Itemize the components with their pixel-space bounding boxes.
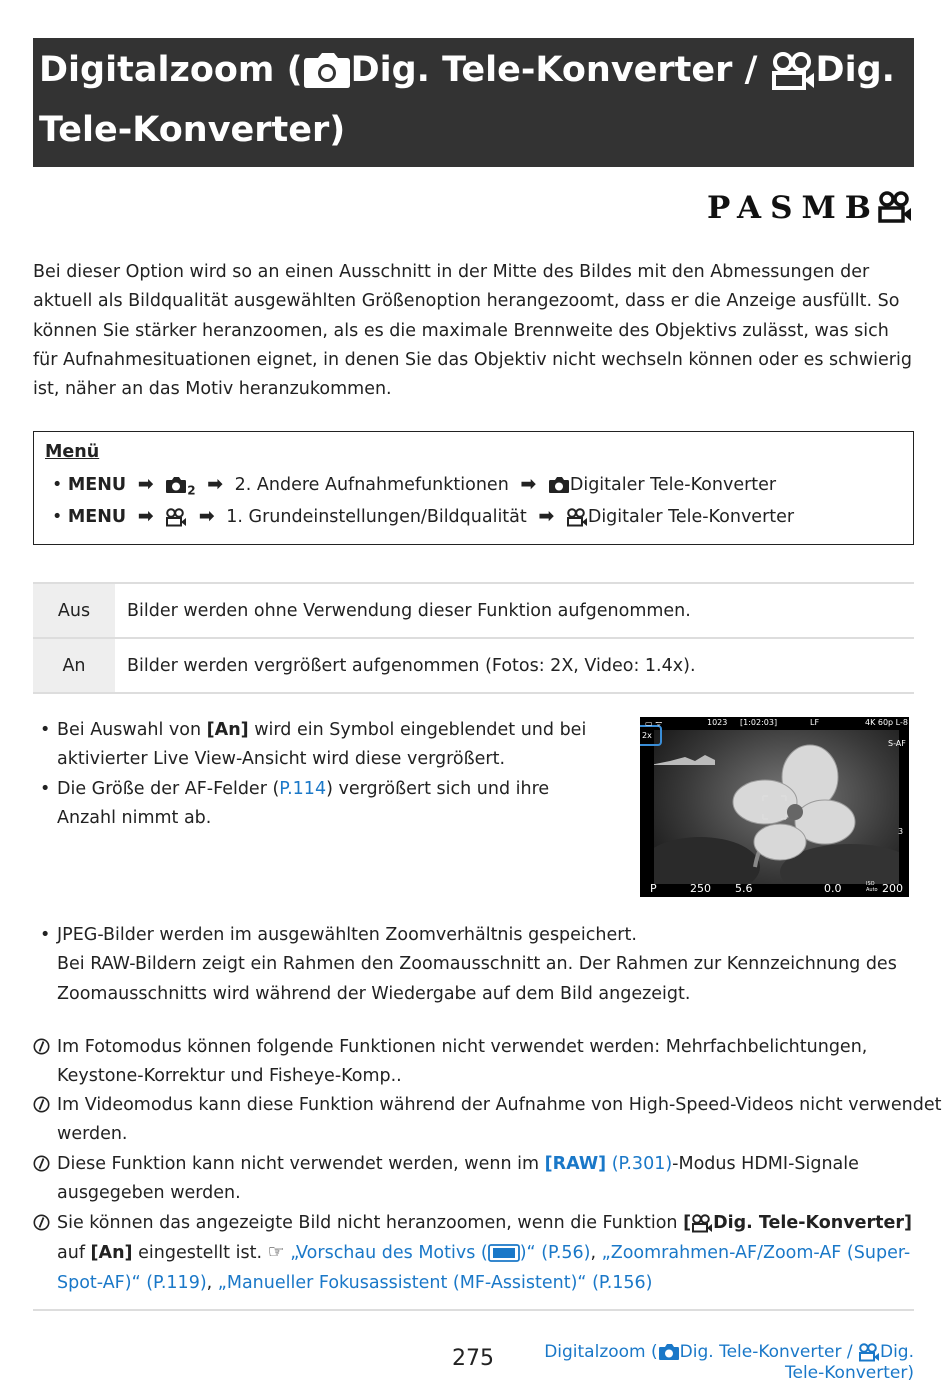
arrow-icon: ➡ xyxy=(538,505,555,527)
movie-camera-icon xyxy=(165,508,187,527)
flash-comp: 3 xyxy=(898,827,904,836)
title-text: Dig. xyxy=(815,50,895,90)
bullet-list xyxy=(33,716,613,833)
camera-screen-illustration xyxy=(640,717,909,897)
raw-link[interactable]: [RAW] xyxy=(544,1154,607,1174)
mode-letters: PASMB xyxy=(706,190,880,226)
note-item: Sie können das angezeigte Bild nicht heranzoomen, wenn die Funktion [ Dig. Tele-Konverter] auf [An] eingestellt ist. ☞ „Vorschau des Motivs ( )“ (P.56), „Zoomrahmen-AF/Zoom-AF (Super-Spot-AF)“ (P.119), „Manueller Fokusassistent (MF-Assistent)“ (P.156) xyxy=(33,1209,942,1298)
menu-step: 2. Andere Aufnahmefunktionen xyxy=(234,475,509,495)
iso-label: ISO Auto xyxy=(866,881,878,893)
caution-icon xyxy=(33,1155,50,1172)
note-item: Im Videomodus kann diese Funktion während der Aufnahme von High-Speed-Videos nicht verwendet werden. xyxy=(33,1091,942,1150)
aperture: 5.6 xyxy=(735,882,753,895)
note-item: Im Fotomodus können folgende Funktionen nicht verwendet werden: Mehrfachbelichtungen, Keystone-Korrektur und Fisheye-Komp.. xyxy=(33,1033,942,1092)
options-table xyxy=(33,582,914,694)
title-text: Digitalzoom ( xyxy=(39,50,303,90)
lcd-bottom-bar xyxy=(640,881,909,897)
page-link[interactable]: (P.301) xyxy=(611,1154,673,1174)
title-bar xyxy=(33,38,914,167)
shot-count: 1023 xyxy=(707,718,728,727)
arrow-icon: ➡ xyxy=(137,505,154,527)
menu-target: Digitaler Tele-Konverter xyxy=(569,475,777,495)
record-time: [1:02:03] xyxy=(740,718,778,727)
bullet-list xyxy=(33,921,913,1009)
iso-value: 200 xyxy=(882,882,903,895)
option-key: Aus xyxy=(33,583,115,638)
page-number: 275 xyxy=(452,1346,494,1371)
table-row xyxy=(33,583,914,638)
movie-camera-icon xyxy=(858,1343,880,1362)
title-text: Dig. Tele-Konverter / xyxy=(350,50,770,90)
menu-path-video: • MENU ➡ ➡ 1. Grundeinstellungen/Bildqualität ➡ Digitaler Tele-Konverter xyxy=(52,505,795,527)
intro-paragraph: Bei dieser Option wird so an einen Ausschnitt in der Mitte des Bildes mit den Abmessungen der aktuell als Bildqualität ausgewählten Größenoption herangezoomt, dass er die Anzeige ausfüllt. So können Sie stärker heranzoomen, als es die maximale Brennweite des Objektivs zulässt, was sich für Aufnahmesituationen eignet, in denen Sie das Objektiv nicht wechseln können oder es schwierig ist, näher an das Motiv heranzukommen. xyxy=(33,262,912,400)
preview-button-icon xyxy=(488,1244,520,1262)
zoom-indicator: 2x xyxy=(642,731,652,740)
caution-icon xyxy=(33,1038,50,1055)
reference-link[interactable]: „Vorschau des Motivs ( )“ (P.56) xyxy=(290,1243,591,1264)
table-row xyxy=(33,638,914,693)
footer-chapter-link[interactable]: Digitalzoom ( Dig. Tele-Konverter / Dig. Tele-Konverter) xyxy=(544,1342,914,1383)
reference-link[interactable]: „Manueller Fokusassistent (MF-Assistent)“ (P.156) xyxy=(217,1272,653,1293)
reference-hand-icon: ☞ xyxy=(267,1241,285,1264)
page-title xyxy=(39,50,895,90)
list-item: • Bei Auswahl von [An] wird ein Symbol eingeblendet und bei aktivierter Live View-Ansicht wird diese vergrößert. xyxy=(33,716,613,775)
movie-mode-icon xyxy=(876,191,912,223)
caution-icon xyxy=(33,1214,50,1231)
shutter-speed: 250 xyxy=(690,882,711,895)
menu-label: MENU xyxy=(67,475,127,495)
menu-step: 1. Grundeinstellungen/Bildqualität xyxy=(226,507,527,527)
movie-camera-icon xyxy=(691,1214,713,1233)
af-mode: S-AF xyxy=(888,739,906,748)
camera-icon xyxy=(165,477,187,494)
movie-camera-icon xyxy=(566,508,588,527)
movie-camera-icon xyxy=(770,52,816,90)
camera-icon xyxy=(548,477,570,494)
arrow-icon: ➡ xyxy=(198,505,215,527)
page-title-line2: Tele-Konverter) xyxy=(39,110,346,150)
quality: LF xyxy=(810,718,820,727)
menu-path-box xyxy=(33,431,914,545)
camera-icon xyxy=(303,53,351,89)
page-link[interactable]: P.114 xyxy=(279,778,327,799)
menu-label: MENU xyxy=(67,507,127,527)
arrow-icon: ➡ xyxy=(137,473,154,495)
shooting-modes xyxy=(707,190,912,226)
battery-icon: ▭ ᯤ xyxy=(645,719,663,728)
exposure-comp: 0.0 xyxy=(824,882,842,895)
list-item: • JPEG-Bilder werden im ausgewählten Zoomverhältnis gespeichert. Bei RAW-Bildern zeigt ein Rahmen den Zoomausschnitt an. Der Rahmen zur Kennzeichnung des Zoomausschnitts wird während der Wiedergabe auf dem Bild angezeigt. xyxy=(33,921,913,1009)
option-desc: Bilder werden ohne Verwendung dieser Funktion aufgenommen. xyxy=(115,583,914,638)
arrow-icon: ➡ xyxy=(207,473,224,495)
menu-path-photo: • MENU ➡ $_2$ ➡ 2. Andere Aufnahmefunktionen ➡ Digitaler Tele-Konverter xyxy=(52,473,777,498)
note-item: Diese Funktion kann nicht verwendet werden, wenn im [RAW] (P.301)-Modus HDMI-Signale ausgegeben werden. xyxy=(33,1150,942,1209)
footer-divider xyxy=(33,1309,914,1311)
lcd-top-bar xyxy=(640,718,909,730)
camera-icon xyxy=(658,1344,680,1361)
reference-link[interactable]: „Zoomrahmen-AF/Zoom-AF (Super-Spot-AF)“ (P.119) xyxy=(57,1243,911,1293)
option-key: An xyxy=(33,638,115,693)
live-view-image xyxy=(640,717,909,897)
menu-heading: Menü xyxy=(45,442,100,462)
menu-sub-number: 2 xyxy=(187,483,196,498)
exposure-mode: P xyxy=(650,882,657,895)
caution-icon xyxy=(33,1096,50,1113)
video-mode: 4K 60p L-8 xyxy=(865,718,908,727)
menu-target: Digitaler Tele-Konverter xyxy=(587,507,795,527)
option-desc: Bilder werden vergrößert aufgenommen (Fotos: 2X, Video: 1.4x). xyxy=(115,638,914,693)
arrow-icon: ➡ xyxy=(520,473,537,495)
list-item: • Die Größe der AF-Felder (P.114) vergrößert sich und ihre Anzahl nimmt ab. xyxy=(33,775,613,834)
